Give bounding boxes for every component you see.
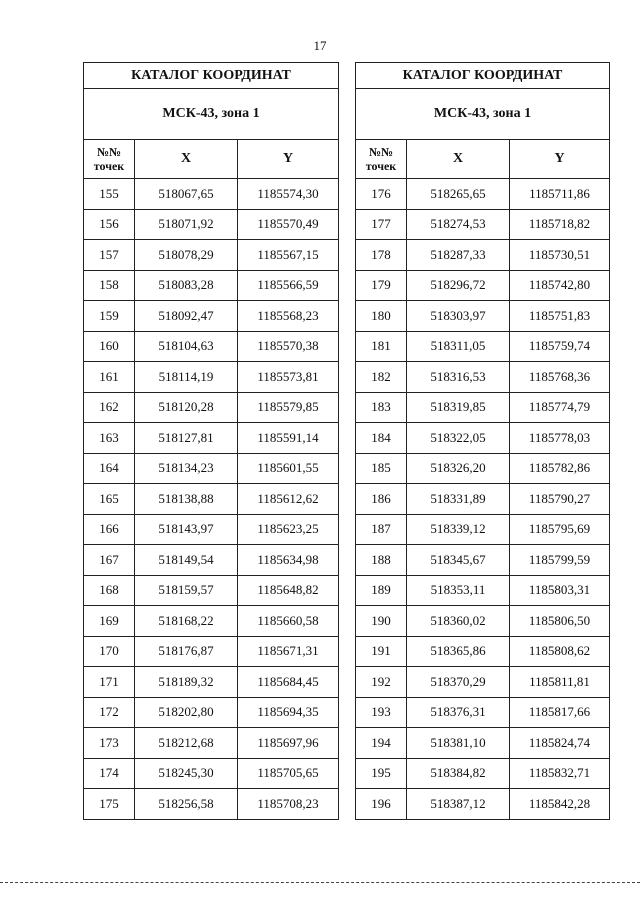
x-coordinate-cell: 518387,12 bbox=[407, 789, 510, 820]
catalog-title: КАТАЛОГ КООРДИНАТ bbox=[356, 63, 610, 89]
table-row bbox=[356, 270, 610, 301]
y-coordinate-cell: 1185579,85 bbox=[238, 392, 339, 423]
x-coordinate-cell: 518360,02 bbox=[407, 606, 510, 637]
y-coordinate-cell: 1185824,74 bbox=[510, 728, 610, 759]
x-coordinate-cell: 518202,80 bbox=[135, 697, 238, 728]
y-coordinate-cell: 1185718,82 bbox=[510, 209, 610, 240]
table-row bbox=[356, 484, 610, 515]
y-coordinate-cell: 1185612,62 bbox=[238, 484, 339, 515]
column-header-point-number: №№ точек bbox=[356, 140, 407, 179]
point-number-cell: 180 bbox=[356, 301, 407, 332]
point-number-cell: 182 bbox=[356, 362, 407, 393]
y-coordinate-cell: 1185573,81 bbox=[238, 362, 339, 393]
x-coordinate-cell: 518067,65 bbox=[135, 179, 238, 210]
y-coordinate-cell: 1185711,86 bbox=[510, 179, 610, 210]
table-row bbox=[84, 636, 339, 667]
y-coordinate-cell: 1185705,65 bbox=[238, 758, 339, 789]
x-coordinate-cell: 518083,28 bbox=[135, 270, 238, 301]
column-header-y: Y bbox=[238, 140, 339, 179]
y-coordinate-cell: 1185566,59 bbox=[238, 270, 339, 301]
point-number-cell: 176 bbox=[356, 179, 407, 210]
table-row bbox=[84, 331, 339, 362]
table-row bbox=[356, 362, 610, 393]
table-row bbox=[356, 636, 610, 667]
table-row bbox=[356, 301, 610, 332]
x-coordinate-cell: 518114,19 bbox=[135, 362, 238, 393]
column-header-y: Y bbox=[510, 140, 610, 179]
point-number-cell: 159 bbox=[84, 301, 135, 332]
x-coordinate-cell: 518287,33 bbox=[407, 240, 510, 271]
x-coordinate-cell: 518274,53 bbox=[407, 209, 510, 240]
table-row bbox=[356, 758, 610, 789]
table-row bbox=[356, 423, 610, 454]
table-row bbox=[84, 606, 339, 637]
table-row bbox=[84, 270, 339, 301]
table-row bbox=[84, 697, 339, 728]
point-number-cell: 181 bbox=[356, 331, 407, 362]
x-coordinate-cell: 518159,57 bbox=[135, 575, 238, 606]
x-coordinate-cell: 518245,30 bbox=[135, 758, 238, 789]
y-coordinate-cell: 1185648,82 bbox=[238, 575, 339, 606]
x-coordinate-cell: 518104,63 bbox=[135, 331, 238, 362]
point-number-cell: 160 bbox=[84, 331, 135, 362]
table-row bbox=[84, 484, 339, 515]
point-number-cell: 185 bbox=[356, 453, 407, 484]
x-coordinate-cell: 518176,87 bbox=[135, 636, 238, 667]
x-coordinate-cell: 518311,05 bbox=[407, 331, 510, 362]
y-coordinate-cell: 1185708,23 bbox=[238, 789, 339, 820]
x-coordinate-cell: 518127,81 bbox=[135, 423, 238, 454]
table-row bbox=[84, 758, 339, 789]
point-number-cell: 169 bbox=[84, 606, 135, 637]
table-row bbox=[84, 728, 339, 759]
x-coordinate-cell: 518143,97 bbox=[135, 514, 238, 545]
table-row bbox=[356, 606, 610, 637]
point-number-cell: 172 bbox=[84, 697, 135, 728]
coordinate-catalog-left bbox=[83, 62, 339, 820]
x-coordinate-cell: 518071,92 bbox=[135, 209, 238, 240]
table-row bbox=[84, 209, 339, 240]
coordinate-catalog-right bbox=[355, 62, 610, 820]
y-coordinate-cell: 1185808,62 bbox=[510, 636, 610, 667]
point-number-cell: 184 bbox=[356, 423, 407, 454]
x-coordinate-cell: 518120,28 bbox=[135, 392, 238, 423]
y-coordinate-cell: 1185795,69 bbox=[510, 514, 610, 545]
x-coordinate-cell: 518168,22 bbox=[135, 606, 238, 637]
point-number-cell: 164 bbox=[84, 453, 135, 484]
y-coordinate-cell: 1185684,45 bbox=[238, 667, 339, 698]
y-coordinate-cell: 1185574,30 bbox=[238, 179, 339, 210]
y-coordinate-cell: 1185742,80 bbox=[510, 270, 610, 301]
table-row bbox=[356, 331, 610, 362]
point-number-cell: 178 bbox=[356, 240, 407, 271]
x-coordinate-cell: 518149,54 bbox=[135, 545, 238, 576]
catalog-subtitle: МСК-43, зона 1 bbox=[356, 89, 610, 140]
y-coordinate-cell: 1185806,50 bbox=[510, 606, 610, 637]
x-coordinate-cell: 518138,88 bbox=[135, 484, 238, 515]
x-coordinate-cell: 518296,72 bbox=[407, 270, 510, 301]
x-coordinate-cell: 518316,53 bbox=[407, 362, 510, 393]
table-row bbox=[84, 240, 339, 271]
point-number-cell: 168 bbox=[84, 575, 135, 606]
y-coordinate-cell: 1185842,28 bbox=[510, 789, 610, 820]
point-number-cell: 155 bbox=[84, 179, 135, 210]
y-coordinate-cell: 1185730,51 bbox=[510, 240, 610, 271]
y-coordinate-cell: 1185567,15 bbox=[238, 240, 339, 271]
point-number-cell: 161 bbox=[84, 362, 135, 393]
table-row bbox=[356, 697, 610, 728]
x-coordinate-cell: 518189,32 bbox=[135, 667, 238, 698]
table-row bbox=[356, 545, 610, 576]
y-coordinate-cell: 1185568,23 bbox=[238, 301, 339, 332]
point-number-cell: 173 bbox=[84, 728, 135, 759]
y-coordinate-cell: 1185759,74 bbox=[510, 331, 610, 362]
x-coordinate-cell: 518134,23 bbox=[135, 453, 238, 484]
catalog-title: КАТАЛОГ КООРДИНАТ bbox=[84, 63, 339, 89]
y-coordinate-cell: 1185799,59 bbox=[510, 545, 610, 576]
x-coordinate-cell: 518353,11 bbox=[407, 575, 510, 606]
x-coordinate-cell: 518265,65 bbox=[407, 179, 510, 210]
y-coordinate-cell: 1185623,25 bbox=[238, 514, 339, 545]
point-number-cell: 165 bbox=[84, 484, 135, 515]
y-coordinate-cell: 1185634,98 bbox=[238, 545, 339, 576]
point-number-cell: 170 bbox=[84, 636, 135, 667]
table-row bbox=[356, 392, 610, 423]
point-number-cell: 183 bbox=[356, 392, 407, 423]
point-number-cell: 166 bbox=[84, 514, 135, 545]
x-coordinate-cell: 518381,10 bbox=[407, 728, 510, 759]
catalog-subtitle: МСК-43, зона 1 bbox=[84, 89, 339, 140]
point-number-cell: 162 bbox=[84, 392, 135, 423]
column-header-point-number: №№ точек bbox=[84, 140, 135, 179]
y-coordinate-cell: 1185660,58 bbox=[238, 606, 339, 637]
point-number-cell: 187 bbox=[356, 514, 407, 545]
table-row bbox=[84, 301, 339, 332]
y-coordinate-cell: 1185601,55 bbox=[238, 453, 339, 484]
y-coordinate-cell: 1185570,49 bbox=[238, 209, 339, 240]
point-number-cell: 156 bbox=[84, 209, 135, 240]
point-number-cell: 179 bbox=[356, 270, 407, 301]
table-row bbox=[356, 179, 610, 210]
table-row bbox=[84, 545, 339, 576]
x-coordinate-cell: 518092,47 bbox=[135, 301, 238, 332]
y-coordinate-cell: 1185751,83 bbox=[510, 301, 610, 332]
x-coordinate-cell: 518319,85 bbox=[407, 392, 510, 423]
table-row bbox=[84, 575, 339, 606]
bottom-divider bbox=[0, 882, 640, 883]
x-coordinate-cell: 518326,20 bbox=[407, 453, 510, 484]
table-row bbox=[84, 667, 339, 698]
point-number-cell: 193 bbox=[356, 697, 407, 728]
table-row bbox=[84, 789, 339, 820]
x-coordinate-cell: 518365,86 bbox=[407, 636, 510, 667]
table-row bbox=[356, 209, 610, 240]
point-number-cell: 186 bbox=[356, 484, 407, 515]
point-number-cell: 163 bbox=[84, 423, 135, 454]
x-coordinate-cell: 518384,82 bbox=[407, 758, 510, 789]
point-number-cell: 188 bbox=[356, 545, 407, 576]
page-number: 17 bbox=[313, 38, 327, 53]
y-coordinate-cell: 1185570,38 bbox=[238, 331, 339, 362]
column-header-x: X bbox=[407, 140, 510, 179]
point-number-cell: 157 bbox=[84, 240, 135, 271]
x-coordinate-cell: 518212,68 bbox=[135, 728, 238, 759]
x-coordinate-cell: 518303,97 bbox=[407, 301, 510, 332]
point-number-cell: 177 bbox=[356, 209, 407, 240]
point-number-cell: 196 bbox=[356, 789, 407, 820]
table-row bbox=[84, 423, 339, 454]
x-coordinate-cell: 518370,29 bbox=[407, 667, 510, 698]
y-coordinate-cell: 1185803,31 bbox=[510, 575, 610, 606]
point-number-cell: 158 bbox=[84, 270, 135, 301]
x-coordinate-cell: 518331,89 bbox=[407, 484, 510, 515]
point-number-cell: 167 bbox=[84, 545, 135, 576]
x-coordinate-cell: 518376,31 bbox=[407, 697, 510, 728]
table-row bbox=[356, 240, 610, 271]
point-number-cell: 171 bbox=[84, 667, 135, 698]
x-coordinate-cell: 518345,67 bbox=[407, 545, 510, 576]
point-number-cell: 190 bbox=[356, 606, 407, 637]
point-number-cell: 175 bbox=[84, 789, 135, 820]
y-coordinate-cell: 1185697,96 bbox=[238, 728, 339, 759]
y-coordinate-cell: 1185671,31 bbox=[238, 636, 339, 667]
table-row bbox=[356, 453, 610, 484]
point-number-cell: 192 bbox=[356, 667, 407, 698]
x-coordinate-cell: 518322,05 bbox=[407, 423, 510, 454]
point-number-cell: 189 bbox=[356, 575, 407, 606]
y-coordinate-cell: 1185778,03 bbox=[510, 423, 610, 454]
table-row bbox=[356, 728, 610, 759]
table-row bbox=[356, 667, 610, 698]
column-header-x: X bbox=[135, 140, 238, 179]
x-coordinate-cell: 518256,58 bbox=[135, 789, 238, 820]
y-coordinate-cell: 1185832,71 bbox=[510, 758, 610, 789]
x-coordinate-cell: 518339,12 bbox=[407, 514, 510, 545]
point-number-cell: 194 bbox=[356, 728, 407, 759]
y-coordinate-cell: 1185774,79 bbox=[510, 392, 610, 423]
table-row bbox=[84, 362, 339, 393]
table-row bbox=[356, 575, 610, 606]
y-coordinate-cell: 1185782,86 bbox=[510, 453, 610, 484]
table-row bbox=[84, 453, 339, 484]
table-row bbox=[356, 514, 610, 545]
y-coordinate-cell: 1185817,66 bbox=[510, 697, 610, 728]
table-row bbox=[84, 392, 339, 423]
table-row bbox=[84, 179, 339, 210]
y-coordinate-cell: 1185694,35 bbox=[238, 697, 339, 728]
x-coordinate-cell: 518078,29 bbox=[135, 240, 238, 271]
point-number-cell: 174 bbox=[84, 758, 135, 789]
table-row bbox=[84, 514, 339, 545]
y-coordinate-cell: 1185811,81 bbox=[510, 667, 610, 698]
y-coordinate-cell: 1185768,36 bbox=[510, 362, 610, 393]
y-coordinate-cell: 1185790,27 bbox=[510, 484, 610, 515]
y-coordinate-cell: 1185591,14 bbox=[238, 423, 339, 454]
point-number-cell: 195 bbox=[356, 758, 407, 789]
point-number-cell: 191 bbox=[356, 636, 407, 667]
table-row bbox=[356, 789, 610, 820]
